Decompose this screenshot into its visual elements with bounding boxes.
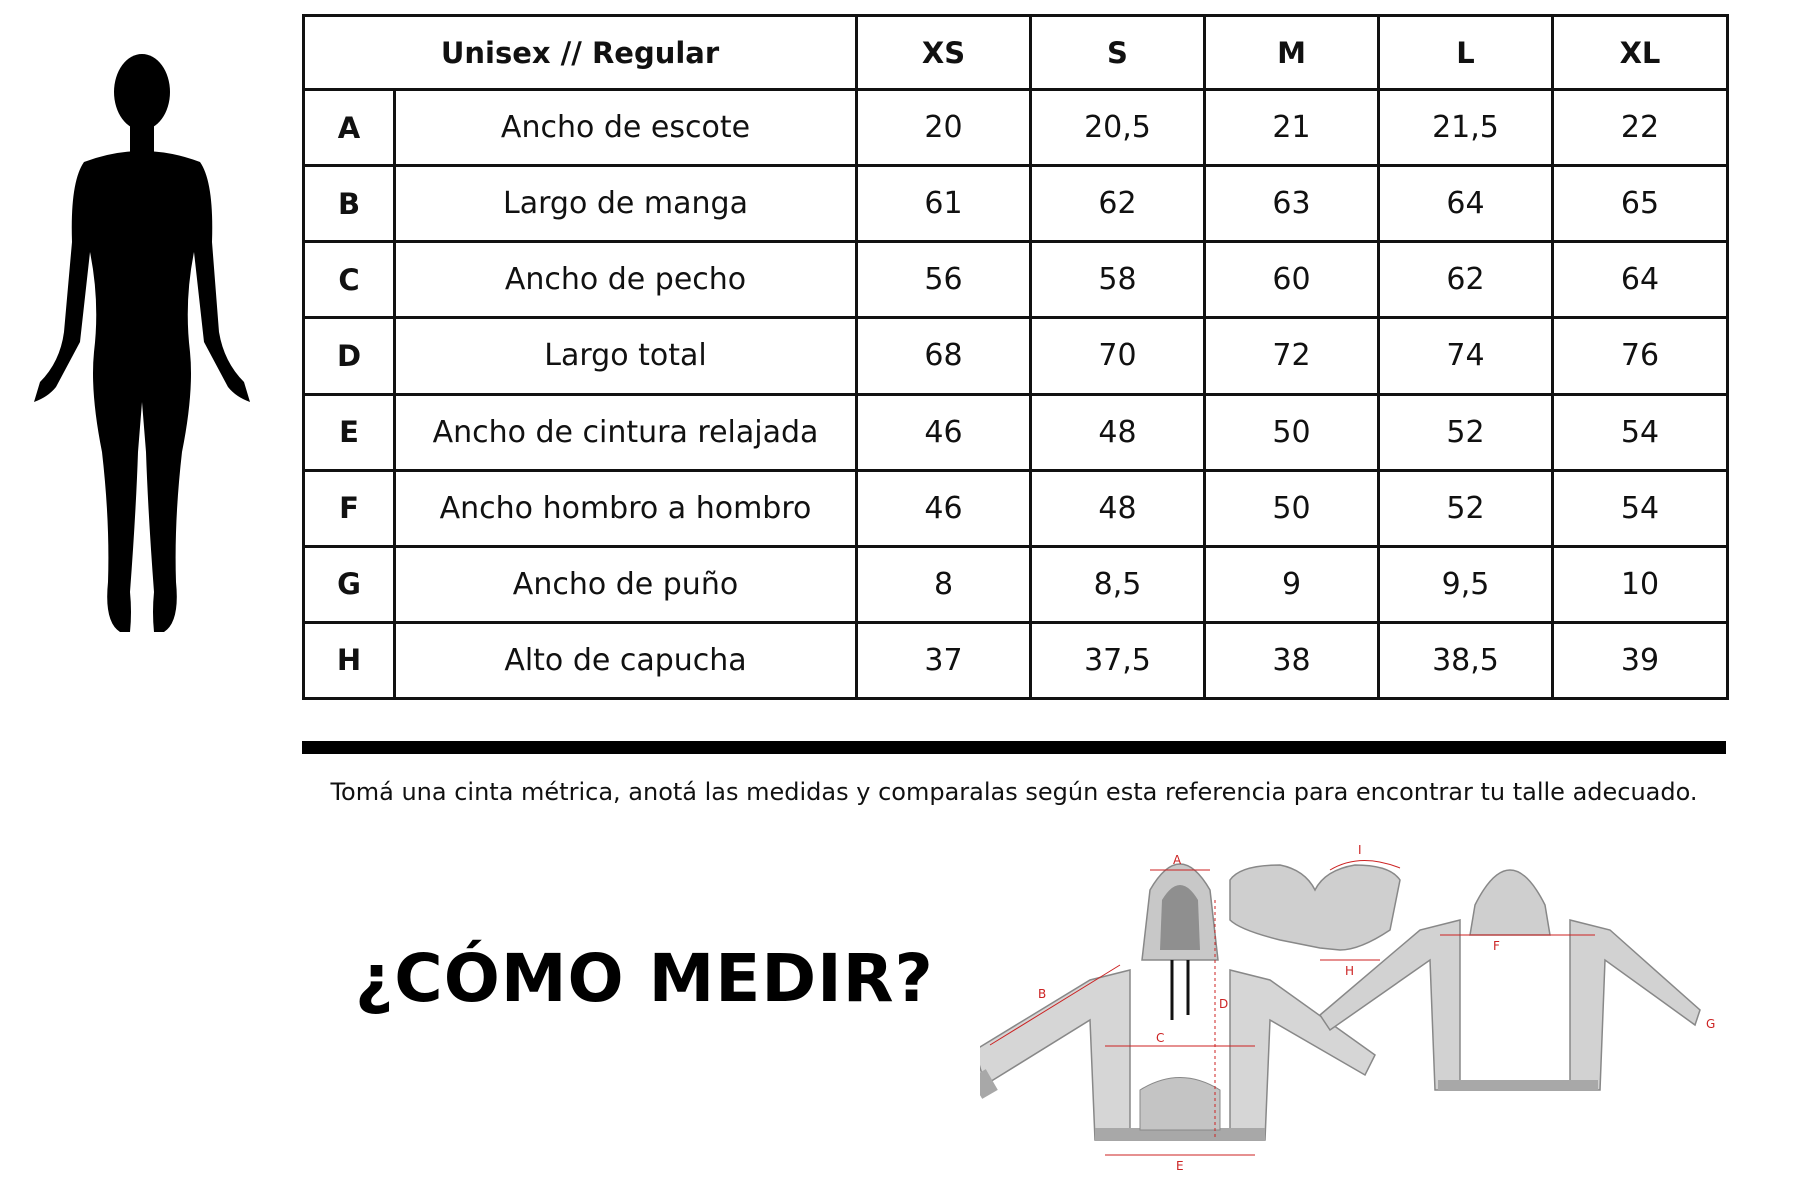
table-cell: 50 xyxy=(1205,470,1379,546)
label-a: A xyxy=(1173,853,1182,867)
size-chart-table xyxy=(302,14,1729,700)
size-header: XL xyxy=(1553,16,1728,90)
howto-title: ¿CÓMO MEDIR? xyxy=(355,940,934,1017)
table-cell: 64 xyxy=(1553,242,1728,318)
table-cell: 21,5 xyxy=(1379,90,1553,166)
table-header-row xyxy=(304,16,1728,90)
table-cell: 52 xyxy=(1379,470,1553,546)
table-row xyxy=(304,394,1728,470)
table-cell: 76 xyxy=(1553,318,1728,394)
table-row xyxy=(304,622,1728,698)
table-cell: 10 xyxy=(1553,546,1728,622)
table-cell: 48 xyxy=(1031,394,1205,470)
row-label: Ancho de pecho xyxy=(395,242,857,318)
instruction-text: Tomá una cinta métrica, anotá las medidas y comparalas según esta referencia para encontrar tu talle adecuado. xyxy=(330,778,1698,806)
hood-flat-illustration xyxy=(1230,843,1400,978)
table-cell: 72 xyxy=(1205,318,1379,394)
row-letter: G xyxy=(304,546,395,622)
table-row xyxy=(304,90,1728,166)
label-i: I xyxy=(1358,843,1362,857)
table-cell: 52 xyxy=(1379,394,1553,470)
row-label: Largo de manga xyxy=(395,166,857,242)
row-letter: C xyxy=(304,242,395,318)
table-row xyxy=(304,166,1728,242)
table-cell: 64 xyxy=(1379,166,1553,242)
table-cell: 56 xyxy=(857,242,1031,318)
table-cell: 68 xyxy=(857,318,1031,394)
table-cell: 9,5 xyxy=(1379,546,1553,622)
label-c: C xyxy=(1156,1031,1165,1045)
table-cell: 22 xyxy=(1553,90,1728,166)
table-cell: 38 xyxy=(1205,622,1379,698)
table-cell: 63 xyxy=(1205,166,1379,242)
row-label: Ancho de puño xyxy=(395,546,857,622)
table-cell: 20,5 xyxy=(1031,90,1205,166)
row-letter: F xyxy=(304,470,395,546)
table-cell: 39 xyxy=(1553,622,1728,698)
size-header: S xyxy=(1031,16,1205,90)
table-cell: 70 xyxy=(1031,318,1205,394)
row-label: Largo total xyxy=(395,318,857,394)
table-row xyxy=(304,470,1728,546)
row-label: Ancho hombro a hombro xyxy=(395,470,857,546)
row-label: Ancho de cintura relajada xyxy=(395,394,857,470)
divider xyxy=(302,741,1726,754)
size-header: M xyxy=(1205,16,1379,90)
table-cell: 62 xyxy=(1379,242,1553,318)
table-cell: 8 xyxy=(857,546,1031,622)
table-cell: 37,5 xyxy=(1031,622,1205,698)
table-row xyxy=(304,318,1728,394)
label-g: G xyxy=(1706,1017,1716,1031)
row-letter: B xyxy=(304,166,395,242)
table-cell: 74 xyxy=(1379,318,1553,394)
table-cell: 20 xyxy=(857,90,1031,166)
label-b: B xyxy=(1038,987,1047,1001)
row-letter: D xyxy=(304,318,395,394)
table-cell: 46 xyxy=(857,394,1031,470)
table-cell: 62 xyxy=(1031,166,1205,242)
table-cell: 58 xyxy=(1031,242,1205,318)
table-cell: 61 xyxy=(857,166,1031,242)
table-row xyxy=(304,546,1728,622)
row-label: Ancho de escote xyxy=(395,90,857,166)
hoodie-measurement-diagram xyxy=(980,840,1740,1180)
table-title: Unisex // Regular xyxy=(304,16,857,90)
row-letter: H xyxy=(304,622,395,698)
table-cell: 46 xyxy=(857,470,1031,546)
table-cell: 48 xyxy=(1031,470,1205,546)
label-e: E xyxy=(1176,1159,1184,1173)
size-header: L xyxy=(1379,16,1553,90)
table-cell: 50 xyxy=(1205,394,1379,470)
table-cell: 54 xyxy=(1553,394,1728,470)
label-d: D xyxy=(1219,997,1229,1011)
table-cell: 60 xyxy=(1205,242,1379,318)
table-cell: 37 xyxy=(857,622,1031,698)
label-f: F xyxy=(1493,939,1500,953)
table-cell: 21 xyxy=(1205,90,1379,166)
row-letter: A xyxy=(304,90,395,166)
table-row xyxy=(304,242,1728,318)
size-header: XS xyxy=(857,16,1031,90)
row-letter: E xyxy=(304,394,395,470)
table-cell: 9 xyxy=(1205,546,1379,622)
row-label: Alto de capucha xyxy=(395,622,857,698)
table-cell: 8,5 xyxy=(1031,546,1205,622)
label-h: H xyxy=(1345,964,1355,978)
table-cell: 65 xyxy=(1553,166,1728,242)
table-cell: 54 xyxy=(1553,470,1728,546)
table-cell: 38,5 xyxy=(1379,622,1553,698)
human-silhouette-icon xyxy=(14,52,270,652)
